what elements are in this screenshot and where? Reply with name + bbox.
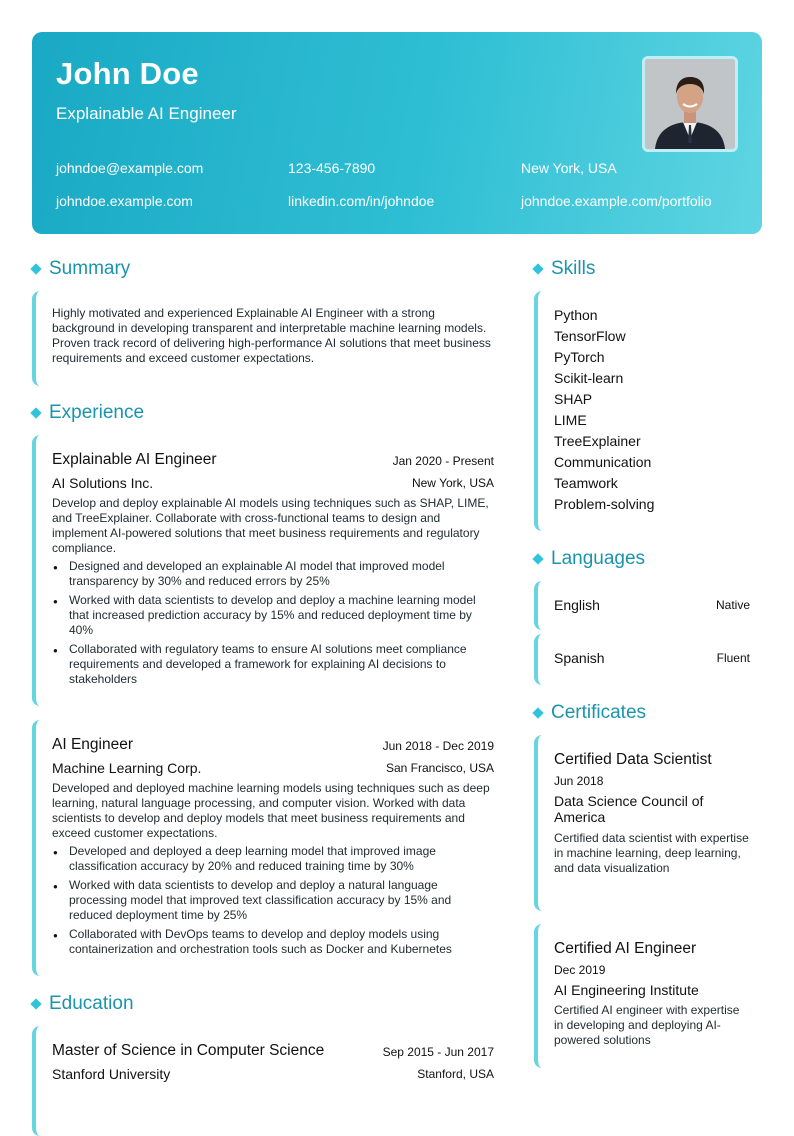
job-dates: Jan 2020 - Present xyxy=(392,454,494,468)
skill-item: Communication xyxy=(554,454,652,470)
skill-item: TensorFlow xyxy=(554,328,626,344)
achievement-item: ● Developed and deployed a deep learning model that improved image classification accuracy by 20% and reduced training time by 30% xyxy=(52,844,494,874)
profile-photo xyxy=(642,56,738,152)
achievement-item: ● Worked with data scientists to develop and deploy a natural language processing model that improved text classification accuracy by 15% and reduced deployment time by 25% xyxy=(52,878,494,923)
language-name: Spanish xyxy=(554,650,605,666)
certificate-date: Jun 2018 xyxy=(554,774,604,788)
contact-email[interactable]: johndoe@example.com xyxy=(56,160,204,176)
resume-header xyxy=(32,32,762,234)
contact-website[interactable]: johndoe.example.com xyxy=(56,193,193,209)
skill-item: SHAP xyxy=(554,391,593,407)
certificate-description: Certified AI engineer with expertise in developing and deploying AI-powered solutions xyxy=(554,1003,740,1047)
certificate-issuer: Data Science Council of America xyxy=(554,793,704,825)
diamond-icon xyxy=(532,263,543,274)
summary-heading xyxy=(31,258,130,280)
experience-heading-text: Experience xyxy=(49,402,145,423)
certificate-description: Certified data scientist with expertise in machine learning, deep learning, and data visualization xyxy=(554,831,749,875)
language-item xyxy=(534,581,762,630)
summary-block xyxy=(32,291,494,386)
job-description: Developed and deployed machine learning models using techniques such as deep learning, natural language processing, and computer vision. Worked with data scientists to develop and deploy models that meet business requirements and exceed customer expectations. xyxy=(52,781,490,840)
skill-item: Python xyxy=(554,307,598,323)
experience-item xyxy=(32,435,494,706)
certificates-heading xyxy=(533,702,646,724)
job-title: Explainable AI Engineer xyxy=(52,451,217,468)
certificate-date: Dec 2019 xyxy=(554,963,606,977)
achievement-item: ● Designed and developed an explainable AI model that improved model transparency by 30% and reduced errors by 25% xyxy=(52,559,494,589)
summary-heading-text: Summary xyxy=(49,258,131,279)
summary-text: Highly motivated and experienced Explainable AI Engineer with a strong background in developing transparent and interpretable machine learning models. Proven track record of delivering high-performance AI solutions that meet business requirements and exceed customer expectations. xyxy=(52,306,491,365)
contact-phone[interactable]: 123-456-7890 xyxy=(288,160,376,176)
language-item xyxy=(534,634,762,685)
achievement-item: ● Collaborated with regulatory teams to ensure AI solutions meet compliance requirements and developed a framework for explaining AI decisions to stakeholders xyxy=(52,642,494,687)
experience-item xyxy=(32,720,494,976)
education-dates: Sep 2015 - Jun 2017 xyxy=(382,1045,494,1059)
candidate-title: Explainable AI Engineer xyxy=(56,104,237,123)
diamond-icon xyxy=(532,707,543,718)
skills-heading-text: Skills xyxy=(551,258,596,279)
job-dates: Jun 2018 - Dec 2019 xyxy=(382,739,494,753)
certificates-heading-text: Certificates xyxy=(551,702,647,723)
language-level: Native xyxy=(715,598,750,612)
contact-linkedin[interactable]: linkedin.com/in/johndoe xyxy=(288,193,435,209)
skill-item: PyTorch xyxy=(554,349,605,365)
skill-item: Problem-solving xyxy=(554,496,655,512)
skill-item: TreeExplainer xyxy=(554,433,641,449)
job-achievements xyxy=(52,559,494,691)
experience-heading xyxy=(31,402,144,424)
certificate-item xyxy=(534,924,762,1068)
certificate-item xyxy=(534,735,762,911)
education-heading xyxy=(31,993,134,1015)
skill-item: Scikit-learn xyxy=(554,370,624,386)
education-item xyxy=(32,1026,494,1136)
job-title: AI Engineer xyxy=(52,736,133,753)
education-school: Stanford University xyxy=(52,1066,171,1082)
job-location: San Francisco, USA xyxy=(385,761,494,775)
language-level: Fluent xyxy=(716,651,750,665)
certificate-title: Certified Data Scientist xyxy=(554,751,712,768)
skills-block xyxy=(534,291,762,531)
diamond-icon xyxy=(30,263,41,274)
job-achievements xyxy=(52,844,494,961)
skill-item: LIME xyxy=(554,412,587,428)
skills-heading xyxy=(533,258,595,280)
certificate-title: Certified AI Engineer xyxy=(554,940,697,957)
languages-heading xyxy=(533,548,645,570)
job-description: Develop and deploy explainable AI models using techniques such as SHAP, LIME, and TreeExplainer. Collaborate with cross-functional teams to design and implement AI-powered solutions that meet business requirements and regulatory compliance. xyxy=(52,496,489,555)
achievement-item: ● Worked with data scientists to develop and deploy a machine learning model that increased prediction accuracy by 15% and reduced deployment time by 40% xyxy=(52,593,494,638)
contact-location: New York, USA xyxy=(521,160,617,176)
job-location: New York, USA xyxy=(411,476,494,490)
certificate-issuer: AI Engineering Institute xyxy=(554,982,699,998)
diamond-icon xyxy=(532,553,543,564)
skill-item: Teamwork xyxy=(554,475,618,491)
candidate-name: John Doe xyxy=(56,56,199,91)
education-location: Stanford, USA xyxy=(417,1067,494,1081)
languages-heading-text: Languages xyxy=(551,548,646,569)
language-name: English xyxy=(554,597,600,613)
contact-portfolio[interactable]: johndoe.example.com/portfolio xyxy=(521,193,712,209)
job-company: AI Solutions Inc. xyxy=(52,475,154,491)
education-heading-text: Education xyxy=(49,993,134,1014)
profile-photo-image xyxy=(645,59,735,149)
achievement-item: ● Collaborated with DevOps teams to develop and deploy models using containerization and orchestration tools such as Docker and Kubernetes xyxy=(52,927,494,957)
diamond-icon xyxy=(30,998,41,1009)
job-company: Machine Learning Corp. xyxy=(52,760,202,776)
education-degree: Master of Science in Computer Science xyxy=(52,1042,325,1059)
diamond-icon xyxy=(30,407,41,418)
